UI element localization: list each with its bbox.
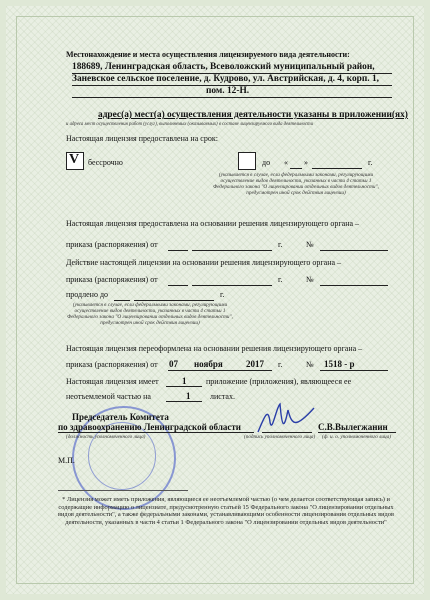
signer-position-1: Председатель Комитета (72, 412, 169, 422)
extension-number-sign: № (306, 275, 314, 284)
attachments-text-2: приложение (приложения), являющееся ее (206, 377, 352, 386)
indefinite-label: бессрочно (88, 158, 123, 167)
underline (72, 97, 392, 98)
signer-name: С.В.Вылегжанин (318, 422, 388, 432)
seal-place-label: М.П. (58, 456, 75, 465)
term-label: Настоящая лицензия предоставлена на срок: (66, 134, 218, 143)
attachments-text-1: Настоящая лицензия имеет (66, 377, 159, 386)
extended-year: г. (220, 290, 225, 299)
extension-label: Действие настоящей лицензии на основании решения лицензирующего органа – (66, 258, 342, 267)
basis-year: г. (278, 240, 283, 249)
until-quote-close: » (304, 158, 308, 167)
term-note: (указывается в случае, если федеральными законами, регулирующими осуществление видов деятельности, указанных в части 4 статьи 1 Федерального закона "О лицензировании отдельных видов деятельности", предусмотрен иной срок действия лицензии) (213, 172, 379, 196)
reissue-label: Настоящая лицензия переоформлена на основании решения лицензирующего органа – (66, 344, 363, 353)
location-title: Местонахождение и места осуществления лицензируемого вида деятельности: (66, 50, 350, 59)
underline (166, 386, 202, 387)
check-mark: V (69, 152, 80, 167)
indefinite-checkbox (66, 152, 84, 170)
extension-order-prefix: приказа (распоряжения) от (66, 275, 158, 284)
reissue-year-value: 2017 (246, 359, 264, 369)
footnote-text: * Лицензия может иметь приложения, являющиеся ее неотъемлемой частью (о чем делается соответствующая запись) и содержащие информацию о лицензиате, предусмотренную статьей 15 Федерального закона "О лицензировании отдельных видов деятельности", а также федеральными законами, устанавливающими особенности лицензирования отдельных видов деятельности, указанных в части 4 статьи 1 Федерального закона "О лицензировании отдельных видов деятельности" (58, 496, 395, 526)
extension-note: (указывается в случае, если федеральными законами, регулирующими осуществление видов деятельности, указанных в части 4 статьи 1 Федерального закона "О лицензировании отдельных видов деятельности", предусмотрен иной срок действия лицензии) (67, 302, 233, 326)
caption-signature: (подпись уполномоченного лица) (244, 434, 316, 440)
underline (58, 432, 254, 433)
address-line-2: Заневское сельское поселение, д. Кудрово, ул. Австрийская, д. 4, корп. 1, (72, 74, 379, 84)
underline (312, 168, 362, 169)
appendix-hint: и адреса мест осуществления работ (услуг), выполняемых (оказываемых) в составе лицензируемого вида деятельности (66, 122, 314, 127)
attachments-count: 1 (182, 376, 187, 386)
signature-icon (254, 398, 318, 438)
attachments-text-3: неотъемлемой частью на (66, 392, 151, 401)
reissue-number-sign: № (306, 360, 314, 369)
caption-position: (должность уполномоченного лица) (66, 434, 146, 440)
underline (320, 285, 388, 286)
extension-year: г. (278, 275, 283, 284)
underline (168, 285, 188, 286)
address-line-1: 188689, Ленинградская область, Всеволожский муниципальный район, (72, 62, 375, 72)
underline (168, 250, 188, 251)
underline (290, 168, 302, 169)
until-prefix: до (262, 158, 271, 167)
underline (72, 85, 392, 86)
reissue-number: 1518 - р (324, 359, 355, 369)
basis-number-sign: № (306, 240, 314, 249)
reissue-order-prefix: приказа (распоряжения) от (66, 360, 158, 369)
underline (318, 432, 396, 433)
caption-name: (ф. и. о. уполномоченного лица) (322, 434, 392, 440)
underline (166, 401, 202, 402)
until-quote-open: « (284, 158, 288, 167)
sheets-count: 1 (186, 391, 191, 401)
underline (114, 300, 130, 301)
signer-position-2: по здравоохранению Ленинградской области (58, 422, 241, 432)
footnote-rule (58, 490, 188, 491)
until-checkbox (238, 152, 256, 170)
underline (134, 300, 214, 301)
underline (192, 250, 272, 251)
underline (192, 285, 272, 286)
basis-label: Настоящая лицензия предоставлена на основании решения лицензирующего органа – (66, 219, 360, 228)
address-line-3: пом. 12-Н. (206, 86, 250, 96)
underline (320, 370, 388, 371)
appendix-address: адрес(а) мест(а) осуществления деятельности указаны в приложении(ях) (98, 110, 408, 120)
reissue-month: ноября (194, 359, 223, 369)
until-year: г. (368, 158, 373, 167)
reissue-day: 07 (169, 359, 178, 369)
extended-until: продлено до (66, 290, 109, 299)
reissue-year-suffix: г. (278, 360, 283, 369)
underline (72, 73, 392, 74)
basis-order-prefix: приказа (распоряжения) от (66, 240, 158, 249)
underline (168, 370, 272, 371)
underline (320, 250, 388, 251)
attachments-text-4: листах. (210, 392, 235, 401)
